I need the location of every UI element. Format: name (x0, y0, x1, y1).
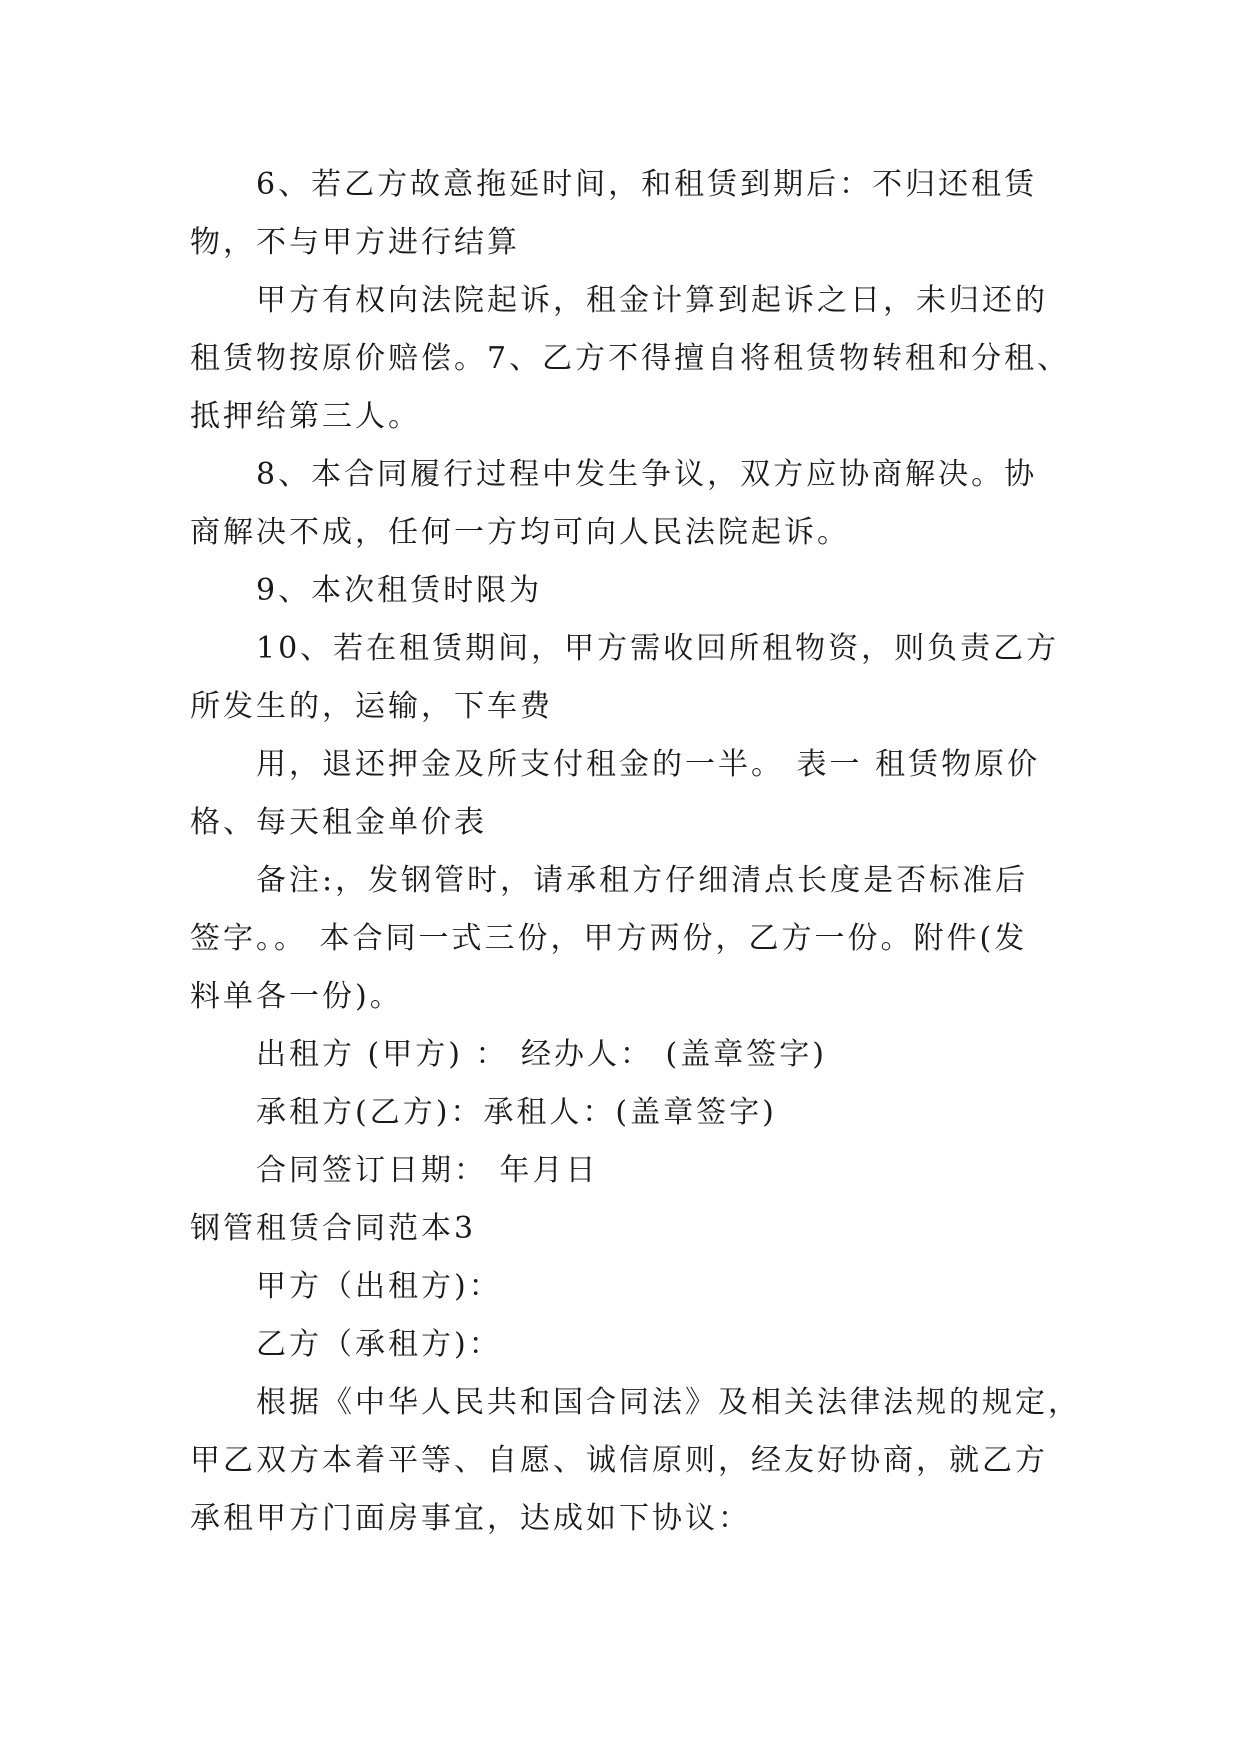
text-line: 所发生的，运输，下车费 (190, 689, 553, 724)
party-b-line: 乙方（承租方)： (256, 1327, 502, 1362)
section-title: 钢管租赁合同范本3 (190, 1211, 477, 1246)
text-line: 物，不与甲方进行结算 (190, 225, 520, 260)
text-line: 备注:，发钢管时，请承租方仔细清点长度是否标准后 (256, 863, 1029, 898)
text-line: 甲乙双方本着平等、自愿、诚信原则，经友好协商，就乙方 (190, 1443, 1048, 1478)
text-line: 根据《中华人民共和国合同法》及相关法律法规的规定， (256, 1385, 1081, 1420)
signature-line-lessee: 承租方(乙方)：承租人：(盖章签字) (256, 1095, 777, 1130)
text-line: 8、本合同履行过程中发生争议，双方应协商解决。协 (256, 457, 1038, 492)
text-line: 用，退还押金及所支付租金的一半。 表一 租赁物原价 (256, 747, 1041, 782)
text-line: 9、本次租赁时限为 (256, 573, 543, 608)
text-line: 抵押给第三人。 (190, 399, 421, 434)
party-a-line: 甲方（出租方)： (256, 1269, 502, 1304)
text-line: 承租甲方门面房事宜，达成如下协议： (190, 1501, 751, 1536)
text-line: 租赁物按原价赔偿。7、乙方不得擅自将租赁物转租和分租、 (190, 341, 1071, 376)
document-body (190, 156, 1081, 1548)
text-line: 签字。。 本合同一式三份，甲方两份，乙方一份。附件(发 (190, 921, 1028, 956)
text-line: 商解决不成，任何一方均可向人民法院起诉。 (190, 515, 850, 550)
signature-line-lessor: 出租方 (甲方) ： 经办人： (盖章签字) (256, 1037, 827, 1072)
text-line: 甲方有权向法院起诉，租金计算到起诉之日，未归还的 (256, 283, 1048, 318)
text-line: 6、若乙方故意拖延时间，和租赁到期后：不归还租赁 (256, 167, 1038, 202)
signing-date-line: 合同签订日期： 年月日 (256, 1153, 599, 1188)
text-line: 10、若在租赁期间，甲方需收回所租物资，则负责乙方 (256, 631, 1060, 666)
text-line: 料单各一份)。 (190, 979, 403, 1014)
text-line: 格、每天租金单价表 (190, 805, 487, 840)
